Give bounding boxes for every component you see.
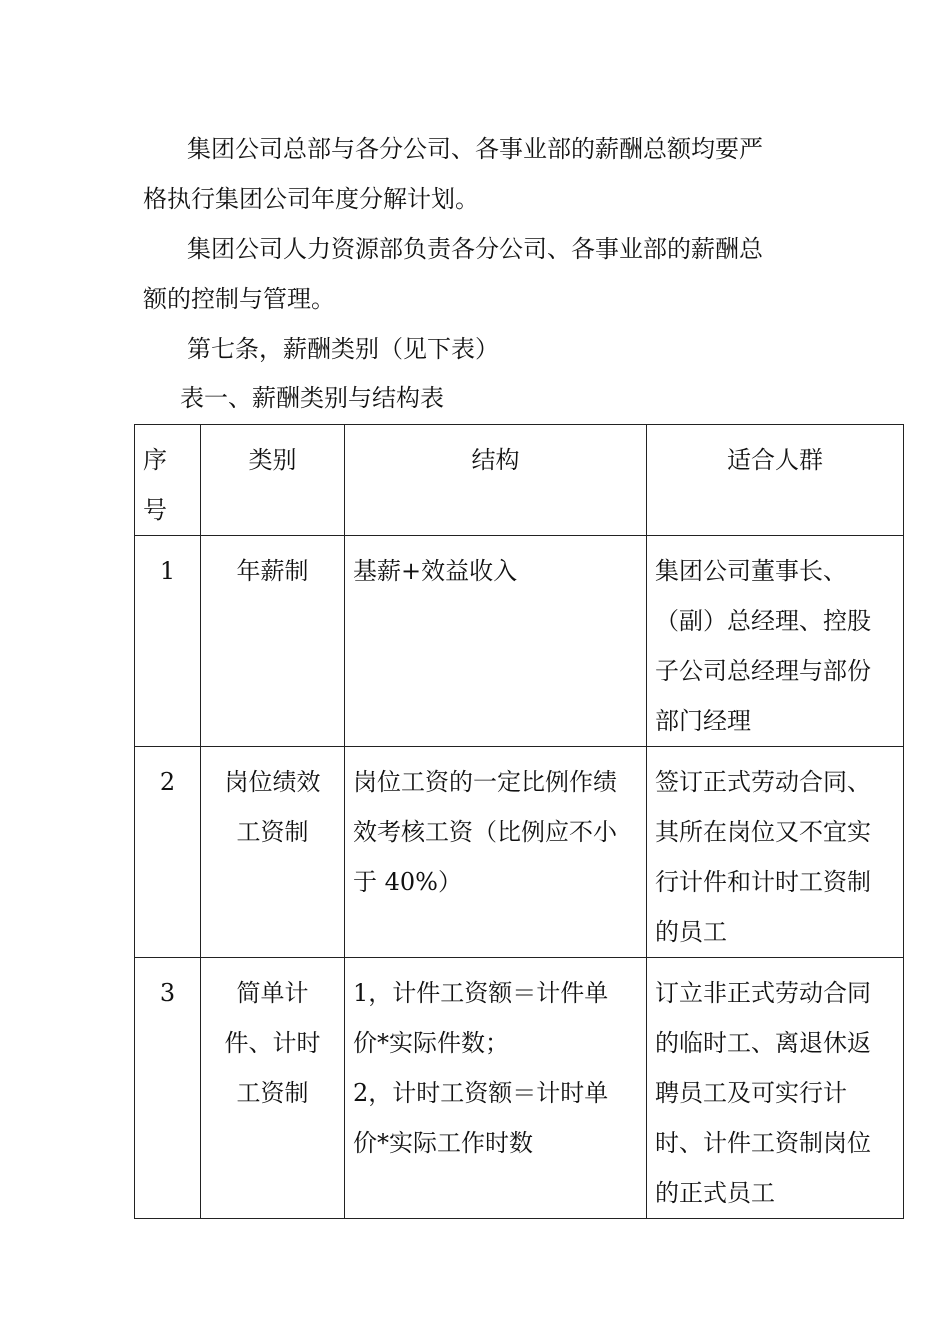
row-number: 3 <box>135 958 201 1219</box>
row-audience: 签订正式劳动合同、 其所在岗位又不宜实 行计件和计时工资制 的员工 <box>647 747 904 958</box>
row-structure: 基薪+效益收入 <box>345 536 647 747</box>
header-audience: 适合人群 <box>647 425 904 536</box>
paragraph-1-line-2: 格执行集团公司年度分解计划。 <box>143 185 479 213</box>
paragraph-2-line-1: 集团公司人力资源部负责各分公司、各事业部的薪酬总 <box>187 235 763 263</box>
row-structure: 1，计件工资额＝计件单 价*实际件数； 2，计时工资额＝计时单 价*实际工作时数 <box>345 958 647 1219</box>
header-category: 类别 <box>201 425 345 536</box>
paragraph-2-line-2: 额的控制与管理。 <box>143 285 335 313</box>
article-heading: 第七条，薪酬类别（见下表） <box>187 335 499 363</box>
row-audience: 集团公司董事长、 （副）总经理、控股 子公司总经理与部份 部门经理 <box>647 536 904 747</box>
row-category: 年薪制 <box>201 536 345 747</box>
table-row <box>135 536 904 747</box>
header-structure: 结构 <box>345 425 647 536</box>
row-category: 岗位绩效 工资制 <box>201 747 345 958</box>
table-row <box>135 958 904 1219</box>
row-structure: 岗位工资的一定比例作绩 效考核工资（比例应不小 于 40%） <box>345 747 647 958</box>
table-header-row <box>135 425 904 536</box>
header-no: 序 号 <box>135 425 201 536</box>
table-title: 表一、薪酬类别与结构表 <box>180 384 444 412</box>
row-number: 1 <box>135 536 201 747</box>
row-number: 2 <box>135 747 201 958</box>
table-row <box>135 747 904 958</box>
salary-category-table <box>134 424 904 1219</box>
row-audience: 订立非正式劳动合同 的临时工、离退休返 聘员工及可实行计 时、计件工资制岗位 的正式员工 <box>647 958 904 1219</box>
paragraph-1-line-1: 集团公司总部与各分公司、各事业部的薪酬总额均要严 <box>187 135 763 163</box>
row-category: 简单计 件、计时 工资制 <box>201 958 345 1219</box>
